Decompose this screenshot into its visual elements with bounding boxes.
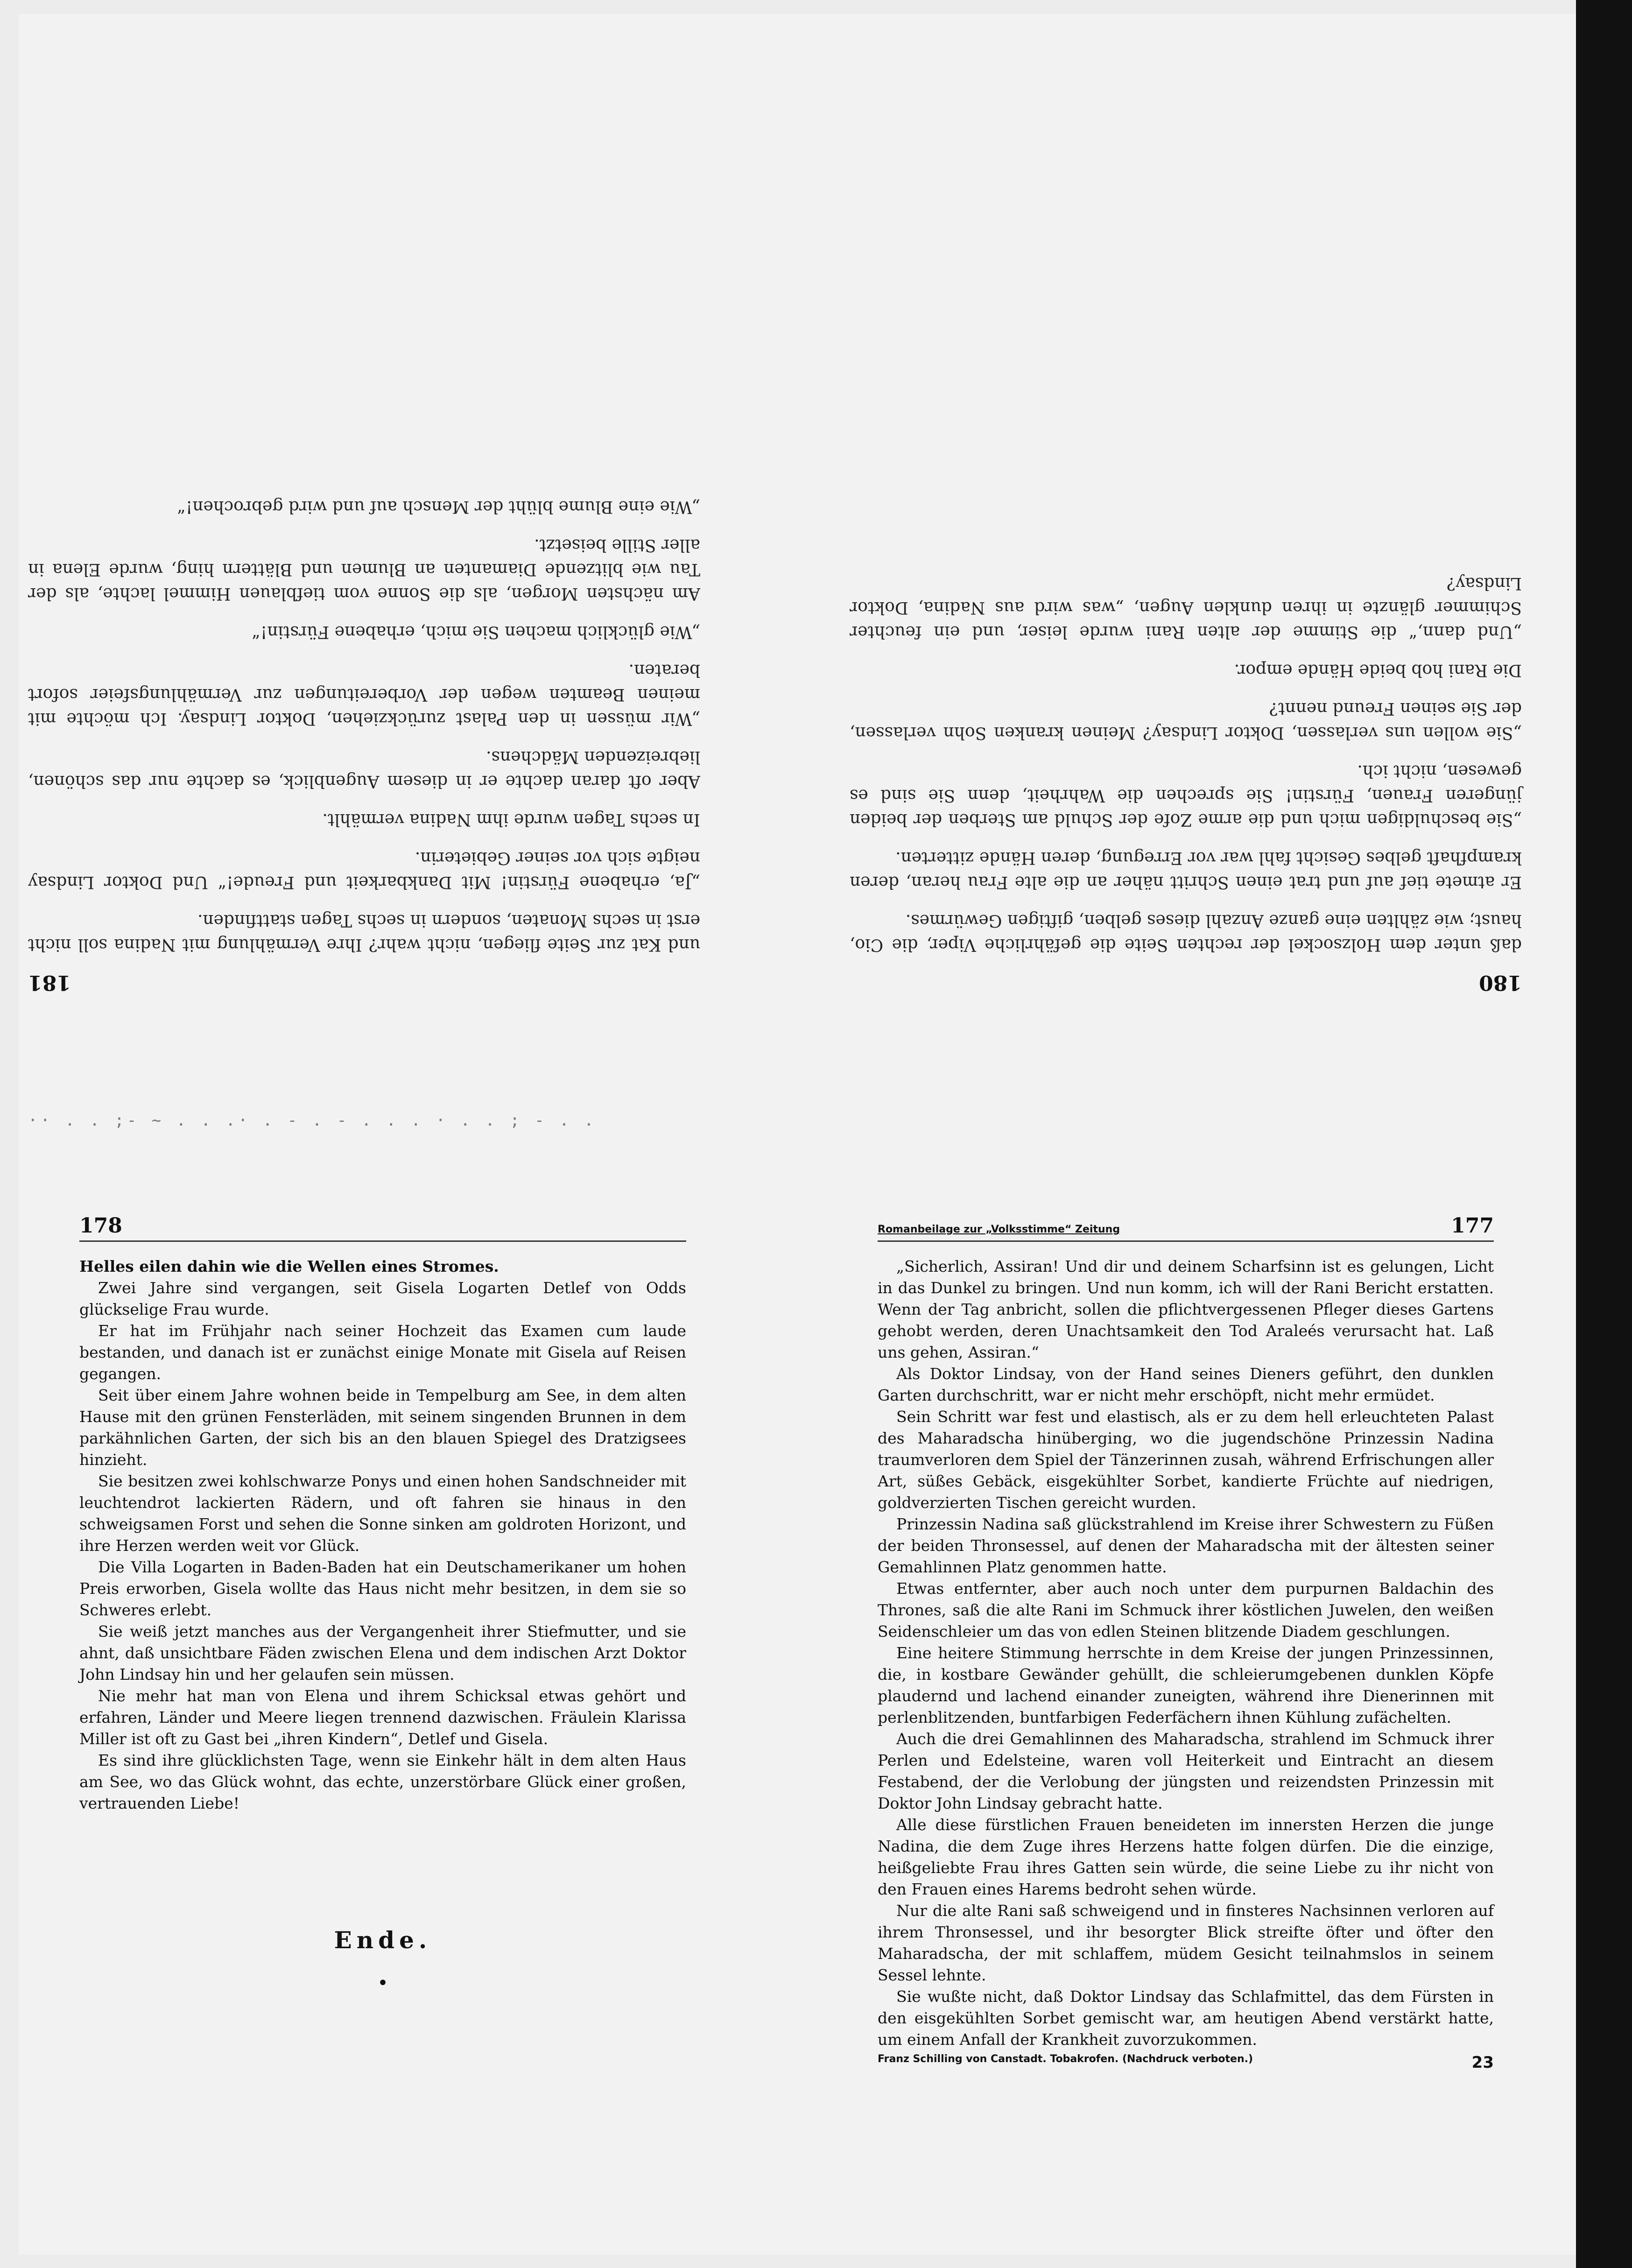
paragraph: „Wie eine Blume blüht der Mensch auf und wird gebrochen!“ xyxy=(177,497,700,516)
paragraph: „Und dann,“ die Stimme der alten Rani wurde leiser, und ein feuchter Schimmer glänzte in ihren dunklen Augen, „was wird aus Nadina, Doktor Lindsay? xyxy=(850,574,1522,641)
paragraph: Er hat im Frühjahr nach seiner Hochzeit das Examen cum laude bestanden, und danach ist er zunächst einige Monate mit Gisela auf Reisen gegangen. xyxy=(79,1322,686,1383)
paragraph: Aber oft daran dachte er in diesem Augenblick, es dachte nur das schönen, liebreizenden Mädchens. xyxy=(28,747,700,791)
paragraph: und Kat zur Seite fliegen, nicht wahr? Ihre Vermählung mit Nadina soll nicht erst in sechs Monaten, sondern in sechs Tagen stattfinden. xyxy=(28,911,700,954)
footer-sheet-number: 23 xyxy=(1471,2053,1494,2072)
page-178 xyxy=(79,1214,686,1994)
paragraph: Am nächsten Morgen, als die Sonne vom tiefblauen Himmel lachte, als der Tau wie blitzende Diamanten an Blumen und Blättern hing, wurde Elena in aller Stille beisetzt. xyxy=(28,535,700,603)
paragraph: „Wie glücklich machen Sie mich, erhabene Fürstin!“ xyxy=(252,622,700,641)
gutter-scan-noise: ·· . . ;- ~ . . .· . - . - . . . · . . ; - . . xyxy=(28,1111,597,1130)
paragraph: „Sie wollen uns verlassen, Doktor Lindsay? Meinen kranken Sohn verlassen, der Sie seinen Freund nennt? xyxy=(850,699,1522,742)
paragraph: „Ja, erhabene Fürstin! Mit Dankbarkeit und Freude!“ Und Doktor Lindsay neigte sich vor seiner Gebieterin. xyxy=(28,848,700,892)
top-column-180-text xyxy=(850,571,1522,957)
page-number-181: 181 xyxy=(28,971,71,994)
paragraph: Sie weiß jetzt manches aus der Vergangenheit ihrer Stiefmutter, und sie ahnt, daß unsichtbare Fäden zwischen Elena und dem indischen Arzt Doktor John Lindsay hin und her gelaufen sein müssen. xyxy=(79,1622,686,1683)
paragraph: Die Villa Logarten in Baden-Baden hat ein Deutschamerikaner um hohen Preis erworben, Gisela wollte das Haus nicht mehr besitzen, in dem sie so Schweres erlebt. xyxy=(79,1558,686,1619)
running-head: Romanbeilage zur „Volksstimme“ Zeitung xyxy=(878,1224,1120,1235)
upside-down-spread xyxy=(28,84,1522,994)
paragraph: „Wir müssen in den Palast zurückziehen, Doktor Lindsay. Ich möchte mit meinen Beamten wegen der Vorbereitungen zur Vermählungsfeier sofort beraten. xyxy=(28,661,700,728)
page-178-header xyxy=(79,1214,686,1242)
scan-edge-strip xyxy=(1576,0,1632,2268)
footer-imprint: Franz Schilling von Canstadt. Tobakrofen. (Nachdruck verboten.) xyxy=(878,2053,1253,2065)
paragraph: Als Doktor Lindsay, von der Hand seines Dieners geführt, den dunklen Garten durchschritt, war er nicht mehr erschöpft, nicht mehr ermüdet. xyxy=(878,1365,1494,1404)
page-178-body xyxy=(79,1256,686,1814)
paragraph: Er atmete tief auf und trat einen Schritt näher an die alte Frau heran, deren krampfhaft gelbes Gesicht fahl war vor Erregung, deren Hände zitterten. xyxy=(850,848,1522,892)
page-number-180: 180 xyxy=(1479,971,1522,994)
paragraph: Alle diese fürstlichen Frauen beneideten im innersten Herzen die junge Nadina, die dem Zuge ihres Herzens hatte folgen dürfen. Die die einzige, heißgeliebte Frau ihres Gatten sein würde, die seine Liebe zu ihr nicht von den Frauen eines Harems bedroht sehen würde. xyxy=(878,1816,1494,1898)
paragraph: Prinzessin Nadina saß glückstrahlend im Kreise ihrer Schwestern zu Füßen der beiden Thronsessel, auf denen der Maharadscha mit der ältesten seiner Gemahlinnen Platz genommen hatte. xyxy=(878,1515,1494,1576)
page-177-body xyxy=(878,1256,1494,2050)
paragraph: Etwas entfernter, aber auch noch unter dem purpurnen Baldachin des Thrones, saß die alte Rani im Schmuck ihrer köstlichen Juwelen, den weißen Seidenschleier um das von edlen Steinen blitzende Diadem geschlungen. xyxy=(878,1579,1494,1641)
top-column-180 xyxy=(850,571,1522,994)
top-column-181-text xyxy=(28,494,700,957)
page-number-177: 177 xyxy=(1451,1214,1494,1238)
paragraph: Zwei Jahre sind vergangen, seit Gisela Logarten Detlef von Odds glückselige Frau wurde. xyxy=(79,1279,686,1318)
page-177-footer xyxy=(878,2053,1494,2072)
paragraph: Sein Schritt war fest und elastisch, als er zu dem hell erleuchteten Palast des Maharadscha hinüberging, wo die jugendschöne Prinzessin Nadina traumverloren dem Spiel der Tänzerinnen zusah, während Erfrischungen aller Art, süßes Gebäck, eisgekühlter Sorbet, kandierte Früchte auf niedrigen, goldverzierten Tischen gereicht wurden. xyxy=(878,1408,1494,1512)
paragraph: Seit über einem Jahre wohnen beide in Tempelburg am See, in dem alten Hause mit den grünen Fensterläden, mit seinem singenden Brunnen in dem parkähnlichen Garten, der sich bis an den blauen Spiegel des Dratzigsees hinzieht. xyxy=(79,1386,686,1469)
paragraph: Es sind ihre glücklichsten Tage, wenn sie Einkehr hält in dem alten Haus am See, wo das Glück wohnt, das echte, unzerstörbare Glück einer großen, vertrauenden Liebe! xyxy=(79,1751,686,1812)
paragraph: „Sie beschuldigen mich und die arme Zofe der Schuld am Sterben der beiden jüngeren Frauen, Fürstin! Sie sprechen die Wahrheit, denn Sie sind es gewesen, nicht ich. xyxy=(850,761,1522,829)
paragraph: Nie mehr hat man von Elena und ihrem Schicksal etwas gehört und erfahren, Länder und Meere liegen trennend dazwischen. Fräulein Klarissa Miller ist oft zu Gast bei „ihren Kindern“, Detlef und Gisela. xyxy=(79,1687,686,1748)
top-column-181 xyxy=(28,494,700,994)
paragraph: „Sicherlich, Assiran! Und dir und deinem Scharfsinn ist es gelungen, Licht in das Dunkel zu bringen. Und nun komm, ich will der Rani Bericht erstatten. Wenn der Tag anbricht, sollen die pflichtvergessenen Pfleger dieses Gartens gehobt werden, deren Unachtsamkeit den Tod Araleés verursacht hat. Laß uns gehen, Assiran.“ xyxy=(878,1257,1494,1361)
paragraph: daß unter dem Holzsockel der rechten Seite die gefährliche Viper, die Cio, haust; wie zählten eine ganze Anzahl dieses gelben, giftigen Gewürmes. xyxy=(850,911,1522,954)
paragraph: Sie wußte nicht, daß Doktor Lindsay das Schlafmittel, das dem Fürsten in den eisgekühlten Sorbet gemischt war, am heutigen Abend verstärkt hatte, um einem Anfall der Krankheit zuvorzukommen. xyxy=(878,1987,1494,2049)
ende-bullet: • xyxy=(377,1972,388,1994)
paragraph: Die Rani hob beide Hände empor. xyxy=(1234,661,1522,680)
page-177 xyxy=(878,1214,1494,2072)
paragraph: Helles eilen dahin wie die Wellen eines Stromes. xyxy=(79,1257,499,1275)
paragraph: Sie besitzen zwei kohlschwarze Ponys und einen hohen Sandschneider mit leuchtendrot lackierten Rädern, und oft fahren sie hinaus in den schweigsamen Forst und sehen die Sonne sinken am goldroten Horizont, und ihre Herzen werden weit vor Glück. xyxy=(79,1472,686,1555)
page-number-178: 178 xyxy=(79,1214,122,1238)
paragraph: Eine heitere Stimmung herrschte in dem Kreise der jungen Prinzessinnen, die, in kostbare Gewänder gehüllt, die schleierumgebenen dunklen Köpfe plaudernd und lachend einander zuneigten, während ihre Dienerinnen mit perlenblitzenden, buntfarbigen Federfächern ihnen Kühlung zufächelten. xyxy=(878,1644,1494,1726)
paragraph: In sechs Tagen wurde ihm Nadina vermählt. xyxy=(322,810,700,829)
page-177-header xyxy=(878,1214,1494,1242)
paragraph: Auch die drei Gemahlinnen des Maharadscha, strahlend im Schmuck ihrer Perlen und Edelsteine, waren voll Heiterkeit und Eintracht an diesem Festabend, der die Verlobung der jüngsten und reizendsten Prinzessin mit Doktor John Lindsay gebracht hatte. xyxy=(878,1730,1494,1812)
ende-label: Ende. xyxy=(334,1926,432,1954)
paragraph: Nur die alte Rani saß schweigend und in finsteres Nachsinnen verloren auf ihrem Thronsessel, und ihr besorgter Blick streifte öfter und öfter den Maharadscha, der mit schlaffem, müdem Gesicht teilnahmslos in seinem Sessel lehnte. xyxy=(878,1902,1494,1984)
